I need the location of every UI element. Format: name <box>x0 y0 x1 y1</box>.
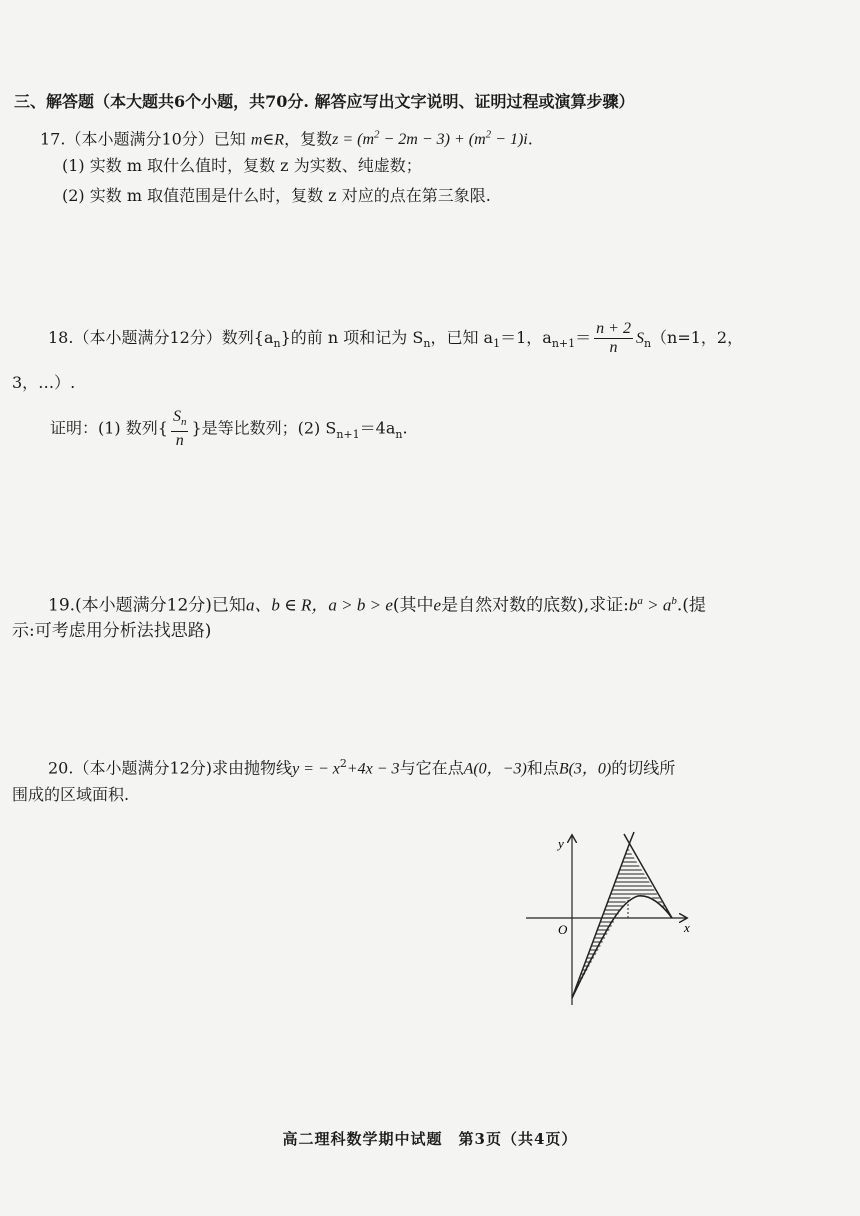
q17-dot: . <box>527 129 533 149</box>
q17-stem <box>40 124 533 151</box>
q18-proof-fraction: $\frac{S_n}{n}$ <box>172 408 187 450</box>
q20-stem: 20.（本小题满分12分)求由抛物线y = − $x^2+4x - 3$与它在点A(0，−3)和点B(3，0)的切线所 <box>48 757 676 778</box>
q19-stem: 19.(本小题满分12分)已知a、b ∈ R，a > b > e(其中e是自然对数的底数),求证$:b^a > a^b$.(提 <box>48 595 706 616</box>
y-axis-label: y <box>558 836 564 851</box>
q20-line2: 围成的区域面积. <box>12 785 130 804</box>
q17-mid: ，复数 <box>284 129 333 149</box>
q18-stem: 18.（本小题满分12分）数列$\{a_n\}$的前 n 项和记为 $S_n$，已知 $a_1=1$，$a_{n+1}=$ $\frac{n + 2}{n}$ $S_n(n=1$，2， <box>48 320 744 356</box>
footer: 高二理科数学期中试题 第3页（共4页） <box>282 1130 578 1148</box>
q17-head: 17.（本小题满分10分）已知 <box>40 129 246 149</box>
tangent-top-mark <box>630 832 634 842</box>
q17-cond: m∈R <box>250 131 285 149</box>
x-axis-label: x <box>684 920 690 935</box>
parabola <box>572 896 672 998</box>
q18-line2: 3，…）. <box>12 373 76 392</box>
section-heading: 三、解答题（本大题共6个小题，共70分. 解答应写出文字说明、证明过程或演算步骤） <box>14 92 635 111</box>
q18-proof: 证明：(1) 数列{ $\frac{S_n}{n}$ }是等比数列；(2) $S_{n+1}=4a_n$. <box>50 408 408 450</box>
shaded-region <box>572 848 672 998</box>
q17-part1: (1) 实数 m 取什么值时，复数 z 为实数、纯虚数； <box>62 156 422 175</box>
origin-label: O <box>558 922 568 937</box>
q18-fraction: $\frac{n + 2}{n}$ <box>596 320 631 356</box>
tangent-at-a <box>572 842 630 998</box>
q17-formula: $z = (m^2 - 2m - 3) + (m^2 - 1)i$ <box>332 129 528 149</box>
q19-line2: 示:可考虑用分析法找思路) <box>12 621 212 641</box>
q20-figure <box>520 820 720 1010</box>
q17-part2: (2) 实数 m 取值范围是什么时，复数 z 对应的点在第三象限. <box>62 186 491 205</box>
